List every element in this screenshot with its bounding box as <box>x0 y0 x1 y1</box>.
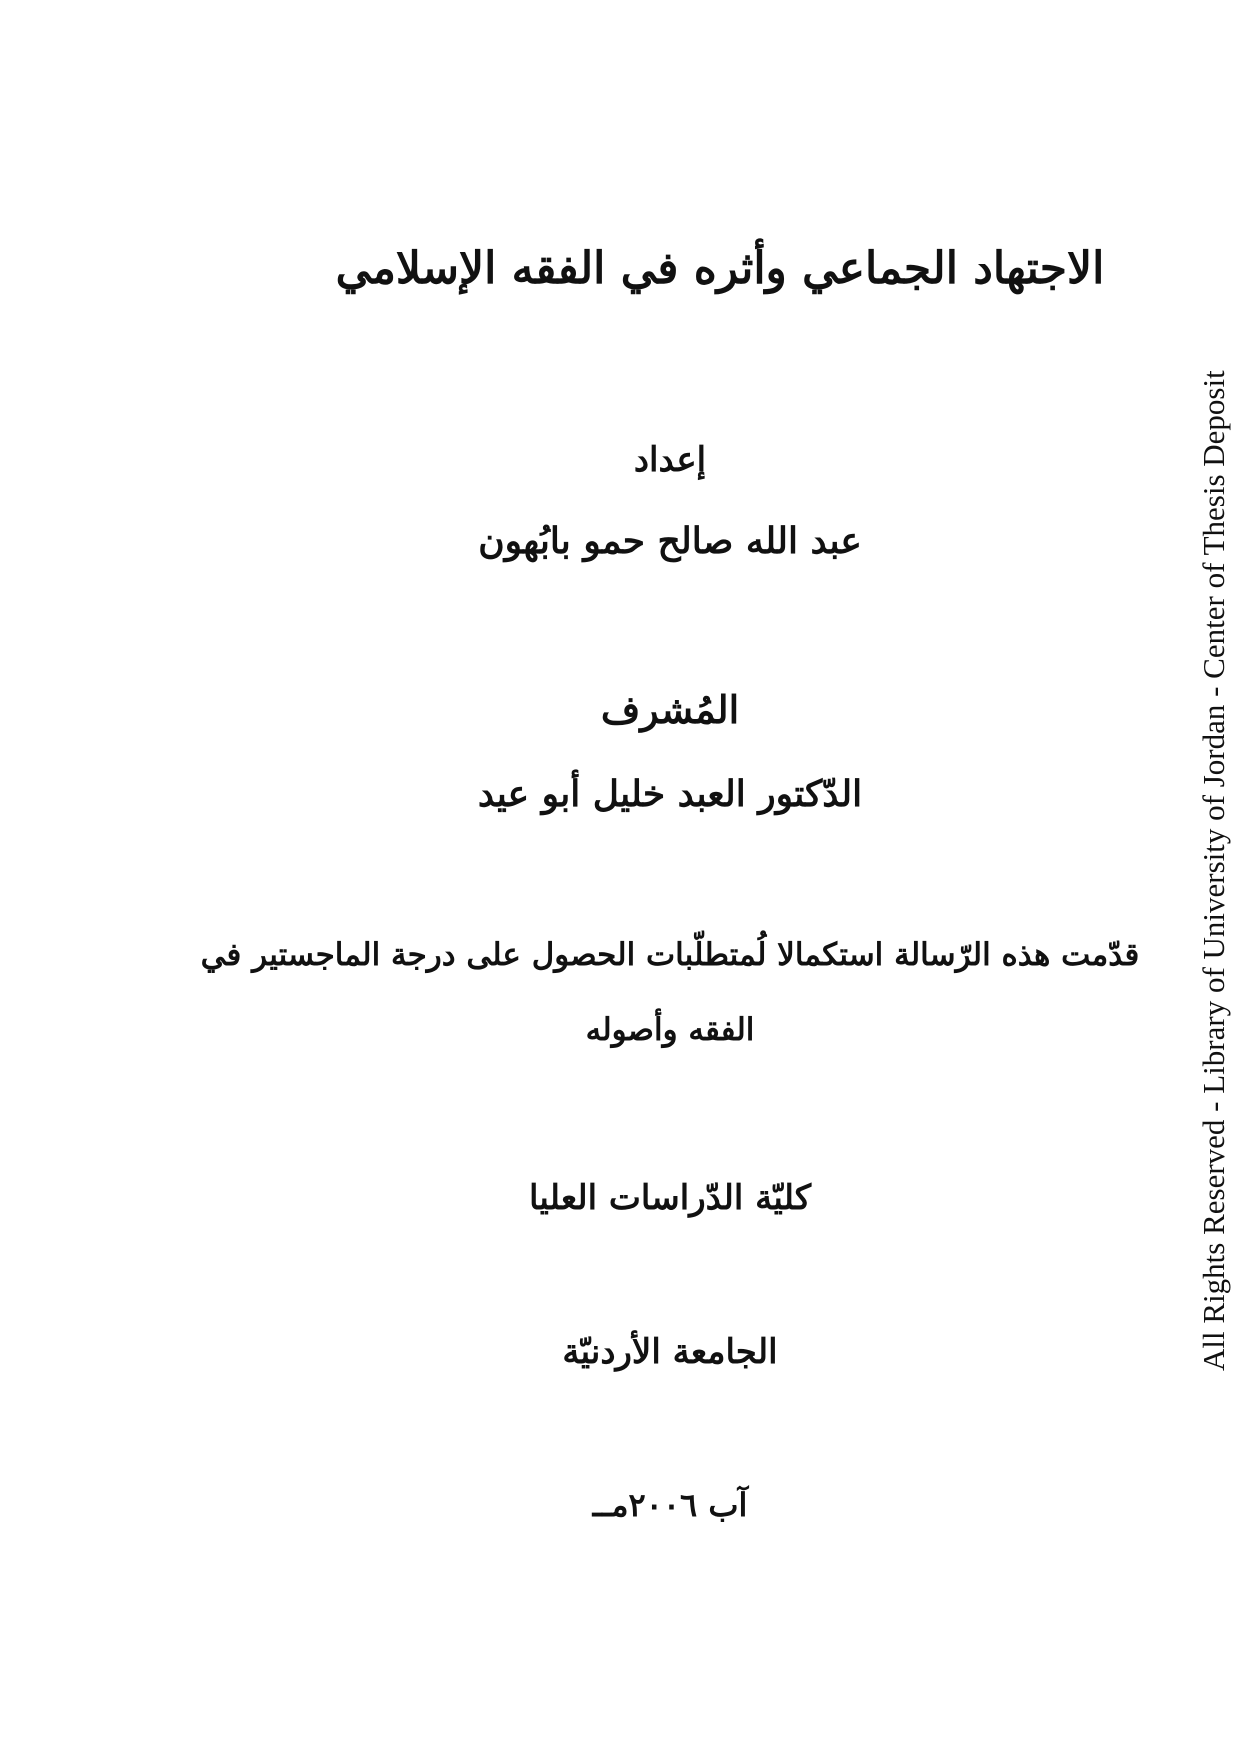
supervisor-name: الدّكتور العبد خليل أبو عيد <box>477 773 863 815</box>
submission-date: آب ٢٠٠٦مــ <box>592 1486 748 1524</box>
supervisor-label: المُشرف <box>600 687 740 732</box>
thesis-title: الاجتهاد الجماعي وأثره في الفقه الإسلامي <box>335 243 1105 294</box>
author-name: عبد الله صالح حمو بابُهون <box>478 520 862 562</box>
university-name: الجامعة الأردنيّة <box>562 1332 778 1372</box>
faculty-name: كليّة الدّراسات العليا <box>528 1178 812 1218</box>
submission-statement-line-2: الفقه وأصوله <box>585 1012 755 1048</box>
rights-watermark: All Rights Reserved - Library of University of Jordan - Center of Thesis Deposit <box>1196 370 1231 1371</box>
prepared-by-label: إعداد <box>633 440 707 480</box>
submission-statement-line-1: قدّمت هذه الرّسالة استكمالا لُمتطلّبات الحصول على درجة الماجستير في <box>200 937 1140 973</box>
rights-watermark-container <box>1192 320 1236 1415</box>
